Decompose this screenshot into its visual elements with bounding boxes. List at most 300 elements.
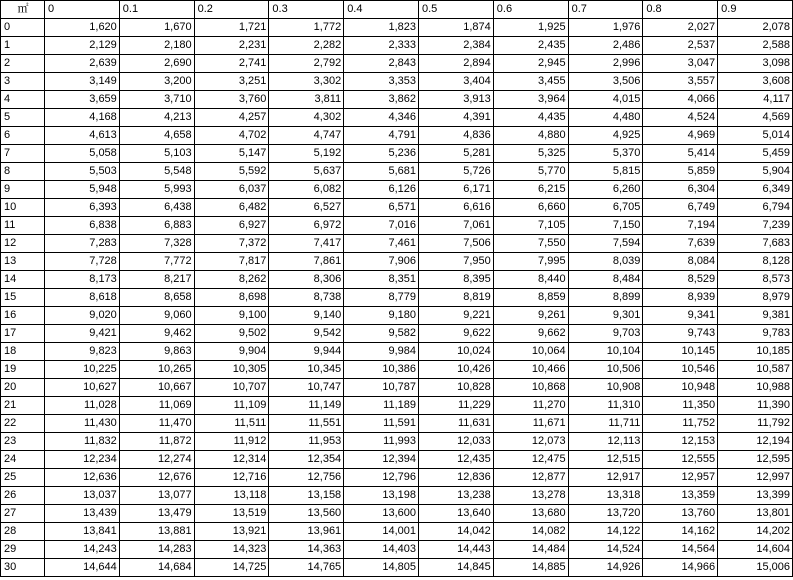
row-label: 4: [1, 91, 45, 109]
table-cell: 8,859: [493, 289, 568, 307]
table-cell: 13,801: [718, 505, 793, 523]
table-cell: 8,618: [45, 289, 120, 307]
table-cell: 10,988: [718, 379, 793, 397]
table-cell: 7,772: [119, 253, 194, 271]
table-cell: 11,872: [119, 433, 194, 451]
table-cell: 6,349: [718, 181, 793, 199]
table-cell: 11,310: [568, 397, 643, 415]
table-cell: 8,306: [269, 271, 344, 289]
table-cell: 5,414: [643, 145, 718, 163]
table-cell: 14,403: [344, 541, 419, 559]
row-label: 23: [1, 433, 45, 451]
table-cell: 8,440: [493, 271, 568, 289]
table-cell: 10,225: [45, 361, 120, 379]
table-cell: 14,966: [643, 559, 718, 577]
table-row: [1, 235, 793, 253]
row-label: 7: [1, 145, 45, 163]
table-cell: 6,393: [45, 199, 120, 217]
table-cell: 7,461: [344, 235, 419, 253]
table-cell: 13,760: [643, 505, 718, 523]
table-cell: 10,145: [643, 343, 718, 361]
table-cell: 8,819: [418, 289, 493, 307]
table-cell: 11,711: [568, 415, 643, 433]
table-cell: 14,845: [418, 559, 493, 577]
table-cell: 6,571: [344, 199, 419, 217]
table-cell: 14,524: [568, 541, 643, 559]
row-label: 8: [1, 163, 45, 181]
table-cell: 6,972: [269, 217, 344, 235]
table-cell: 10,426: [418, 361, 493, 379]
table-cell: 5,770: [493, 163, 568, 181]
table-cell: 8,262: [194, 271, 269, 289]
table-cell: 12,595: [718, 451, 793, 469]
table-cell: 3,557: [643, 73, 718, 91]
table-cell: 6,883: [119, 217, 194, 235]
table-cell: 14,644: [45, 559, 120, 577]
column-header: 0.3: [269, 1, 344, 19]
table-cell: 11,028: [45, 397, 120, 415]
table-cell: 8,217: [119, 271, 194, 289]
table-cell: 5,058: [45, 145, 120, 163]
table-cell: 9,904: [194, 343, 269, 361]
table-cell: 13,680: [493, 505, 568, 523]
column-header: 0: [45, 1, 120, 19]
table-cell: 8,979: [718, 289, 793, 307]
table-cell: 3,047: [643, 55, 718, 73]
table-cell: 5,681: [344, 163, 419, 181]
table-cell: 6,705: [568, 199, 643, 217]
table-cell: 11,069: [119, 397, 194, 415]
table-cell: 7,861: [269, 253, 344, 271]
table-cell: 12,957: [643, 469, 718, 487]
table-cell: 14,082: [493, 523, 568, 541]
table-cell: 15,006: [718, 559, 793, 577]
table-cell: 13,439: [45, 505, 120, 523]
table-cell: 1,620: [45, 19, 120, 37]
table-cell: 2,231: [194, 37, 269, 55]
row-label: 21: [1, 397, 45, 415]
table-row: [1, 73, 793, 91]
table-cell: 7,150: [568, 217, 643, 235]
table-cell: 12,515: [568, 451, 643, 469]
table-cell: 9,944: [269, 343, 344, 361]
table-cell: 3,659: [45, 91, 120, 109]
table-cell: 14,885: [493, 559, 568, 577]
table-cell: 2,129: [45, 37, 120, 55]
table-cell: 2,996: [568, 55, 643, 73]
table-cell: 8,738: [269, 289, 344, 307]
table-cell: 14,243: [45, 541, 120, 559]
table-cell: 11,832: [45, 433, 120, 451]
row-label: 27: [1, 505, 45, 523]
table-row: [1, 523, 793, 541]
table-cell: 10,787: [344, 379, 419, 397]
table-cell: 7,550: [493, 235, 568, 253]
header-row: [1, 1, 793, 19]
table-row: [1, 433, 793, 451]
table-cell: 9,221: [418, 307, 493, 325]
table-cell: 12,153: [643, 433, 718, 451]
table-cell: 12,836: [418, 469, 493, 487]
table-cell: 11,350: [643, 397, 718, 415]
table-cell: 11,953: [269, 433, 344, 451]
table-cell: 3,506: [568, 73, 643, 91]
table-cell: 10,265: [119, 361, 194, 379]
table-cell: 3,251: [194, 73, 269, 91]
table-cell: 14,926: [568, 559, 643, 577]
table-cell: 11,551: [269, 415, 344, 433]
row-label: 10: [1, 199, 45, 217]
table-cell: 7,417: [269, 235, 344, 253]
table-cell: 4,213: [119, 109, 194, 127]
table-cell: 12,756: [269, 469, 344, 487]
table-row: [1, 271, 793, 289]
table-cell: 10,627: [45, 379, 120, 397]
table-cell: 3,098: [718, 55, 793, 73]
row-label: 3: [1, 73, 45, 91]
table-row: [1, 289, 793, 307]
table-cell: 10,305: [194, 361, 269, 379]
table-cell: 8,039: [568, 253, 643, 271]
column-header: 0.5: [418, 1, 493, 19]
table-cell: 12,435: [418, 451, 493, 469]
table-cell: 2,537: [643, 37, 718, 55]
table-cell: 8,698: [194, 289, 269, 307]
table-cell: 13,037: [45, 487, 120, 505]
table-cell: 7,283: [45, 235, 120, 253]
table-cell: 14,122: [568, 523, 643, 541]
table-row: [1, 415, 793, 433]
table-row: [1, 361, 793, 379]
table-cell: 8,395: [418, 271, 493, 289]
table-cell: 14,684: [119, 559, 194, 577]
table-cell: 12,636: [45, 469, 120, 487]
table-cell: 2,486: [568, 37, 643, 55]
row-label: 14: [1, 271, 45, 289]
table-cell: 5,859: [643, 163, 718, 181]
table-row: [1, 199, 793, 217]
table-cell: 7,683: [718, 235, 793, 253]
table-cell: 1,670: [119, 19, 194, 37]
table-cell: 11,470: [119, 415, 194, 433]
table-cell: 2,588: [718, 37, 793, 55]
table-cell: 3,149: [45, 73, 120, 91]
table-row: [1, 397, 793, 415]
table-cell: 8,351: [344, 271, 419, 289]
table-cell: 9,662: [493, 325, 568, 343]
table-cell: 7,639: [643, 235, 718, 253]
table-cell: 5,815: [568, 163, 643, 181]
corner-label: ㎡: [1, 1, 45, 19]
table-cell: 8,573: [718, 271, 793, 289]
table-cell: 14,443: [418, 541, 493, 559]
table-cell: 11,752: [643, 415, 718, 433]
table-cell: 12,394: [344, 451, 419, 469]
table-cell: 5,236: [344, 145, 419, 163]
table-cell: 4,969: [643, 127, 718, 145]
table-cell: 10,908: [568, 379, 643, 397]
table-cell: 13,077: [119, 487, 194, 505]
table-cell: 14,765: [269, 559, 344, 577]
table-cell: 1,772: [269, 19, 344, 37]
table-cell: 9,100: [194, 307, 269, 325]
table-cell: 8,658: [119, 289, 194, 307]
table-cell: 12,997: [718, 469, 793, 487]
table-cell: 5,325: [493, 145, 568, 163]
table-cell: 1,925: [493, 19, 568, 37]
table-cell: 4,302: [269, 109, 344, 127]
table-cell: 10,064: [493, 343, 568, 361]
table-cell: 10,546: [643, 361, 718, 379]
column-header: 0.2: [194, 1, 269, 19]
table-cell: 10,587: [718, 361, 793, 379]
table-cell: 4,791: [344, 127, 419, 145]
table-cell: 10,707: [194, 379, 269, 397]
table-cell: 6,616: [418, 199, 493, 217]
row-label: 12: [1, 235, 45, 253]
table-cell: 11,149: [269, 397, 344, 415]
table-cell: 13,479: [119, 505, 194, 523]
table-row: [1, 487, 793, 505]
row-label: 13: [1, 253, 45, 271]
table-cell: 12,475: [493, 451, 568, 469]
table-cell: 14,805: [344, 559, 419, 577]
column-header: 0.6: [493, 1, 568, 19]
table-cell: 6,171: [418, 181, 493, 199]
table-cell: 9,542: [269, 325, 344, 343]
table-cell: 14,283: [119, 541, 194, 559]
table-cell: 14,564: [643, 541, 718, 559]
table-cell: 7,506: [418, 235, 493, 253]
row-label: 25: [1, 469, 45, 487]
table-cell: 9,582: [344, 325, 419, 343]
row-label: 18: [1, 343, 45, 361]
table-cell: 9,743: [643, 325, 718, 343]
table-cell: 6,482: [194, 199, 269, 217]
table-cell: 12,113: [568, 433, 643, 451]
column-header: 0.1: [119, 1, 194, 19]
table-cell: 3,302: [269, 73, 344, 91]
table-cell: 4,168: [45, 109, 120, 127]
table-cell: 8,484: [568, 271, 643, 289]
table-cell: 4,480: [568, 109, 643, 127]
table-cell: 12,354: [269, 451, 344, 469]
table-cell: 10,345: [269, 361, 344, 379]
row-label: 0: [1, 19, 45, 37]
table-cell: 6,438: [119, 199, 194, 217]
table-cell: 9,060: [119, 307, 194, 325]
row-label: 9: [1, 181, 45, 199]
table-cell: 1,976: [568, 19, 643, 37]
table-cell: 4,658: [119, 127, 194, 145]
table-cell: 8,084: [643, 253, 718, 271]
table-cell: 2,741: [194, 55, 269, 73]
table-cell: 9,301: [568, 307, 643, 325]
table-cell: 14,162: [643, 523, 718, 541]
table-cell: 2,639: [45, 55, 120, 73]
table-cell: 6,660: [493, 199, 568, 217]
table-cell: 6,527: [269, 199, 344, 217]
table-cell: 4,702: [194, 127, 269, 145]
row-label: 20: [1, 379, 45, 397]
table-cell: 7,061: [418, 217, 493, 235]
table-row: [1, 307, 793, 325]
table-cell: 4,747: [269, 127, 344, 145]
table-row: [1, 469, 793, 487]
table-cell: 9,180: [344, 307, 419, 325]
table-cell: 4,391: [418, 109, 493, 127]
table-cell: 12,555: [643, 451, 718, 469]
table-cell: 7,016: [344, 217, 419, 235]
table-cell: 3,353: [344, 73, 419, 91]
table-cell: 5,948: [45, 181, 120, 199]
table-cell: 6,126: [344, 181, 419, 199]
table-cell: 4,836: [418, 127, 493, 145]
row-label: 11: [1, 217, 45, 235]
table-cell: 9,140: [269, 307, 344, 325]
table-cell: 14,202: [718, 523, 793, 541]
table-cell: 5,192: [269, 145, 344, 163]
table-cell: 9,783: [718, 325, 793, 343]
table-cell: 8,529: [643, 271, 718, 289]
row-label: 2: [1, 55, 45, 73]
table-cell: 6,215: [493, 181, 568, 199]
table-cell: 5,503: [45, 163, 120, 181]
table-cell: 12,877: [493, 469, 568, 487]
table-row: [1, 325, 793, 343]
table-cell: 4,257: [194, 109, 269, 127]
table-cell: 2,690: [119, 55, 194, 73]
row-label: 29: [1, 541, 45, 559]
table-cell: 10,868: [493, 379, 568, 397]
table-cell: 13,921: [194, 523, 269, 541]
table-cell: 5,459: [718, 145, 793, 163]
table-cell: 5,592: [194, 163, 269, 181]
table-cell: 11,229: [418, 397, 493, 415]
table-cell: 13,318: [568, 487, 643, 505]
table-cell: 3,913: [418, 91, 493, 109]
table-cell: 3,404: [418, 73, 493, 91]
table-cell: 10,667: [119, 379, 194, 397]
column-header: 0.4: [344, 1, 419, 19]
table-cell: 13,881: [119, 523, 194, 541]
table-cell: 7,372: [194, 235, 269, 253]
table-cell: 6,037: [194, 181, 269, 199]
row-label: 16: [1, 307, 45, 325]
table-cell: 5,993: [119, 181, 194, 199]
column-header: 0.7: [568, 1, 643, 19]
table-cell: 12,274: [119, 451, 194, 469]
table-cell: 10,506: [568, 361, 643, 379]
table-cell: 12,796: [344, 469, 419, 487]
table-cell: 4,015: [568, 91, 643, 109]
table-cell: 2,945: [493, 55, 568, 73]
table-cell: 6,260: [568, 181, 643, 199]
table-cell: 4,346: [344, 109, 419, 127]
table-cell: 9,381: [718, 307, 793, 325]
table-cell: 9,823: [45, 343, 120, 361]
table-cell: 6,304: [643, 181, 718, 199]
row-label: 19: [1, 361, 45, 379]
table-cell: 2,180: [119, 37, 194, 55]
table-cell: 13,118: [194, 487, 269, 505]
table-cell: 13,720: [568, 505, 643, 523]
table-row: [1, 127, 793, 145]
table-cell: 4,435: [493, 109, 568, 127]
table-cell: 13,519: [194, 505, 269, 523]
table-cell: 1,823: [344, 19, 419, 37]
table-cell: 12,716: [194, 469, 269, 487]
table-cell: 12,676: [119, 469, 194, 487]
table-cell: 13,399: [718, 487, 793, 505]
table-cell: 14,042: [418, 523, 493, 541]
table-cell: 10,024: [418, 343, 493, 361]
table-cell: 7,728: [45, 253, 120, 271]
table-cell: 9,703: [568, 325, 643, 343]
table-cell: 11,792: [718, 415, 793, 433]
table-cell: 14,484: [493, 541, 568, 559]
table-cell: 2,792: [269, 55, 344, 73]
table-cell: 12,917: [568, 469, 643, 487]
table-cell: 14,363: [269, 541, 344, 559]
table-row: [1, 109, 793, 127]
table-cell: 11,631: [418, 415, 493, 433]
table-cell: 6,082: [269, 181, 344, 199]
table-body: [1, 19, 793, 577]
table-cell: 3,964: [493, 91, 568, 109]
row-label: 28: [1, 523, 45, 541]
table-row: [1, 505, 793, 523]
table-cell: 9,984: [344, 343, 419, 361]
table-row: [1, 91, 793, 109]
table-row: [1, 343, 793, 361]
table-cell: 5,147: [194, 145, 269, 163]
table-row: [1, 145, 793, 163]
table-cell: 4,569: [718, 109, 793, 127]
table-cell: 13,600: [344, 505, 419, 523]
table-cell: 3,811: [269, 91, 344, 109]
table-cell: 3,760: [194, 91, 269, 109]
table-cell: 11,912: [194, 433, 269, 451]
table-cell: 7,950: [418, 253, 493, 271]
column-header: 0.9: [718, 1, 793, 19]
table-cell: 13,640: [418, 505, 493, 523]
table-cell: 9,020: [45, 307, 120, 325]
table-cell: 12,314: [194, 451, 269, 469]
table-cell: 7,328: [119, 235, 194, 253]
table-cell: 11,270: [493, 397, 568, 415]
table-cell: 5,637: [269, 163, 344, 181]
table-cell: 7,594: [568, 235, 643, 253]
row-label: 1: [1, 37, 45, 55]
table-cell: 9,462: [119, 325, 194, 343]
table-cell: 4,880: [493, 127, 568, 145]
table-row: [1, 451, 793, 469]
table-cell: 7,105: [493, 217, 568, 235]
table-cell: 1,874: [418, 19, 493, 37]
table-cell: 11,189: [344, 397, 419, 415]
table-cell: 8,128: [718, 253, 793, 271]
table-cell: 2,435: [493, 37, 568, 55]
table-cell: 11,511: [194, 415, 269, 433]
table-cell: 12,073: [493, 433, 568, 451]
table-cell: 10,747: [269, 379, 344, 397]
table-cell: 10,828: [418, 379, 493, 397]
table-cell: 3,608: [718, 73, 793, 91]
table-cell: 13,198: [344, 487, 419, 505]
table-cell: 11,993: [344, 433, 419, 451]
table-row: [1, 181, 793, 199]
